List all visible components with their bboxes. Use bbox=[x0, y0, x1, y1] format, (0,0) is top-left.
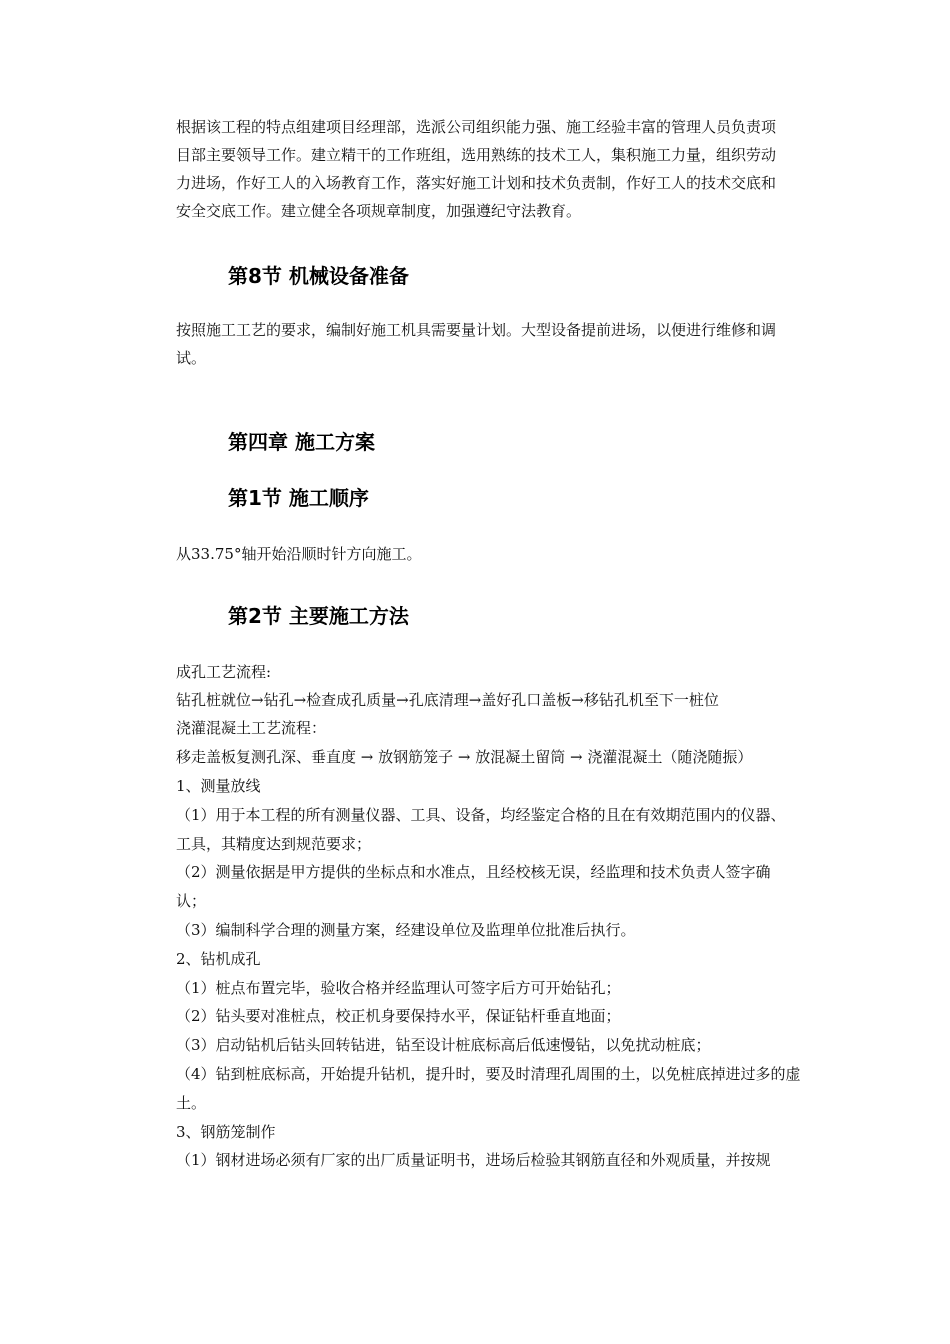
text-line: （1）钢材进场必须有厂家的出厂质量证明书，进场后检验其钢筋直径和外观质量，并按规 bbox=[176, 1151, 771, 1169]
text-line: （2）测量依据是甲方提供的坐标点和水准点，且经校核无误，经监理和技术负责人签字确 bbox=[176, 863, 771, 881]
paragraph-project-organization bbox=[176, 113, 856, 225]
text-line: （3）启动钻机后钻头回转钻进，钻至设计桩底标高后低速慢钻，以免扰动桩底； bbox=[176, 1036, 711, 1054]
text-line: （1）用于本工程的所有测量仪器、工具、设备，均经鉴定合格的且在有效期范围内的仪器、 bbox=[176, 806, 786, 824]
paragraph-equipment bbox=[176, 316, 856, 372]
text-line: （1）桩点布置完毕，验收合格并经监理认可签字后方可开始钻孔； bbox=[176, 979, 621, 997]
text-line: 2、钻机成孔 bbox=[176, 950, 261, 968]
section-2-heading: 第2节 主要施工方法 bbox=[228, 604, 409, 628]
chapter-4-heading: 第四章 施工方案 bbox=[228, 430, 375, 454]
paragraph-construction-order: 从33.75°轴开始沿顺时针方向施工。 bbox=[176, 545, 422, 563]
text-line: 成孔工艺流程: bbox=[176, 663, 272, 681]
text-line: 工具，其精度达到规范要求； bbox=[176, 835, 372, 853]
text-line: 1、测量放线 bbox=[176, 777, 261, 795]
text-line: 移走盖板复测孔深、垂直度 → 放钢筋笼子 → 放混凝土留筒 → 浇灌混凝土（随浇随振） bbox=[176, 748, 753, 766]
text-line: 按照施工工艺的要求，编制好施工机具需要量计划。大型设备提前进场，以便进行维修和调 bbox=[176, 321, 777, 339]
text-line: 安全交底工作。建立健全各项规章制度，加强遵纪守法教育。 bbox=[176, 202, 582, 220]
text-line: 土。 bbox=[176, 1094, 207, 1112]
text-line: 浇灌混凝土工艺流程： bbox=[176, 719, 327, 737]
text-line: 试。 bbox=[176, 349, 207, 367]
text-line: （4）钻到桩底标高，开始提升钻机，提升时，要及时清理孔周围的土，以免桩底掉进过多的虚 bbox=[176, 1065, 801, 1083]
text-line: 3、钢筋笼制作 bbox=[176, 1123, 276, 1141]
text-line: 认； bbox=[176, 892, 207, 910]
text-line: 力进场，作好工人的入场教育工作，落实好施工计划和技术负责制，作好工人的技术交底和 bbox=[176, 174, 777, 192]
text-line: 根据该工程的特点组建项目经理部，选派公司组织能力强、施工经验丰富的管理人员负责项 bbox=[176, 118, 777, 136]
section-1-heading: 第1节 施工顺序 bbox=[228, 486, 369, 510]
text-line: （3）编制科学合理的测量方案，经建设单位及监理单位批准后执行。 bbox=[176, 921, 636, 939]
text-line: （2）钻头要对准桩点，校正机身要保持水平，保证钻杆垂直地面； bbox=[176, 1007, 621, 1025]
section-8-heading: 第8节 机械设备准备 bbox=[228, 264, 409, 288]
text-line: 钻孔桩就位→钻孔→检查成孔质量→孔底清理→盖好孔口盖板→移钻孔机至下一桩位 bbox=[176, 691, 719, 709]
text-line: 目部主要领导工作。建立精干的工作班组，选用熟练的技术工人，集积施工力量，组织劳动 bbox=[176, 146, 777, 164]
